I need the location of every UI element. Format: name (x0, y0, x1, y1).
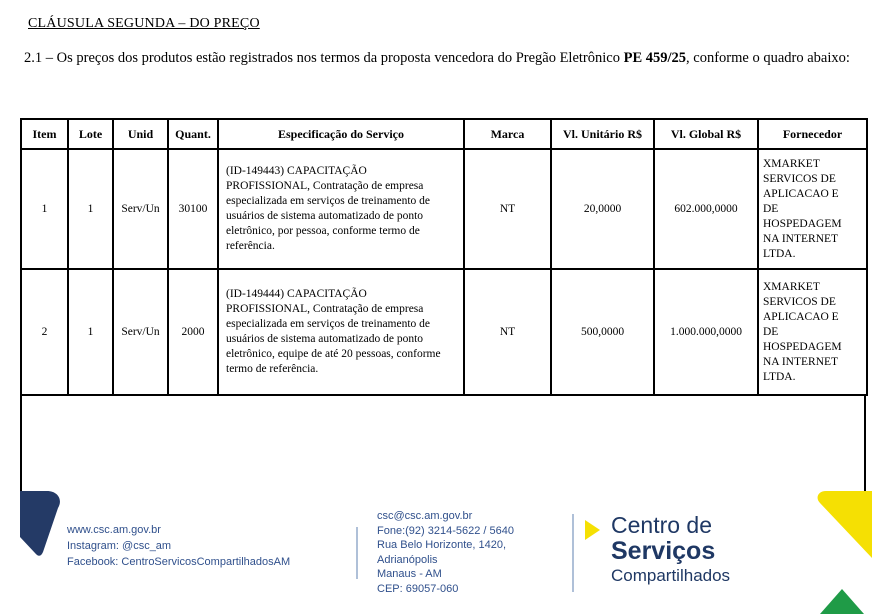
clause-title: CLÁUSULA SEGUNDA – DO PREÇO (28, 16, 260, 31)
facebook-link[interactable]: Facebook: CentroServicosCompartilhadosAM (67, 556, 291, 568)
col-header-lote: Lote (68, 119, 113, 149)
cell-vl-unitario: 500,0000 (551, 269, 654, 395)
email-text[interactable]: csc@csc.am.gov.br (377, 510, 473, 522)
cell-lote: 1 (68, 269, 113, 395)
footer-divider (572, 514, 574, 592)
footer-links (67, 522, 290, 570)
footer-contact (377, 509, 514, 596)
cell-fornecedor: XMARKET SERVICOS DE APLICACAO E DE HOSPEDAGEM NA INTERNET LTDA. (758, 269, 867, 395)
cell-vl-global: 1.000.000,0000 (654, 269, 758, 395)
cell-especificacao: (ID-149443) CAPACITAÇÃO PROFISSIONAL, Contratação de empresa especializada em serviços de treinamento de usuários de sistema automatizado de ponto eletrônico, por pessoa, conforme termo de referência. (218, 149, 464, 269)
address-district-text: Adrianópolis (377, 553, 438, 566)
cell-unid: Serv/Un (113, 149, 168, 269)
logo-line-1: Centro de (611, 512, 713, 538)
price-table (20, 118, 868, 396)
website-link[interactable]: www.csc.am.gov.br (67, 524, 161, 536)
footer-divider (356, 527, 358, 579)
intro-text-prefix: 2.1 – Os preços dos produtos estão registrados nos termos da proposta vencedora do Pregão Eletrônico (24, 50, 624, 66)
instagram-link[interactable]: Instagram: @csc_am (67, 540, 172, 552)
cell-marca: NT (464, 269, 551, 395)
col-header-vl-global: Vl. Global R$ (654, 119, 758, 149)
address-street-text: Rua Belo Horizonte, 1420, (377, 539, 507, 551)
col-header-unid: Unid (113, 119, 168, 149)
cell-marca: NT (464, 149, 551, 269)
col-header-especificacao: Especificação do Serviço (218, 119, 464, 149)
corner-decoration-yellow-icon (814, 491, 872, 559)
col-header-marca: Marca (464, 119, 551, 149)
cell-especificacao: (ID-149444) CAPACITAÇÃO PROFISSIONAL, Contratação de empresa especializada em serviços de treinamento de usuários de sistema automatizado de ponto eletrônico, equipe de até 20 pessoas, conforme termo de referência. (218, 269, 464, 395)
csc-logo (585, 512, 730, 586)
phone-text: Fone:(92) 3214-5622 / 5640 (377, 524, 514, 537)
table-row (21, 269, 867, 395)
col-header-quant: Quant. (168, 119, 218, 149)
cell-item: 2 (21, 269, 68, 395)
col-header-fornecedor: Fornecedor (758, 119, 867, 149)
cell-item: 1 (21, 149, 68, 269)
footer-ribbon-icon (20, 491, 64, 559)
corner-decoration-green-icon (820, 589, 864, 614)
intro-paragraph (24, 50, 870, 67)
logo-line-3: Compartilhados (611, 566, 731, 585)
cell-quant: 2000 (168, 269, 218, 395)
address-cep-text: CEP: 69057-060 (377, 582, 459, 595)
cell-fornecedor: XMARKET SERVICOS DE APLICACAO E DE HOSPEDAGEM NA INTERNET LTDA. (758, 149, 867, 269)
page-footer (0, 490, 884, 614)
table-row (21, 149, 867, 269)
table-header-row (21, 119, 867, 149)
intro-auction-ref: PE 459/25 (623, 50, 687, 66)
col-header-vl-unitario: Vl. Unitário R$ (551, 119, 654, 149)
logo-line-2: Serviços (611, 537, 716, 565)
cell-lote: 1 (68, 149, 113, 269)
cell-vl-global: 602.000,0000 (654, 149, 758, 269)
intro-text-suffix: , conforme o quadro abaixo: (686, 50, 850, 66)
cell-quant: 30100 (168, 149, 218, 269)
play-triangle-icon (585, 520, 600, 540)
cell-unid: Serv/Un (113, 269, 168, 395)
table-open-row (20, 394, 866, 492)
cell-vl-unitario: 20,0000 (551, 149, 654, 269)
address-city-text: Manaus - AM (377, 568, 442, 580)
col-header-item: Item (21, 119, 68, 149)
